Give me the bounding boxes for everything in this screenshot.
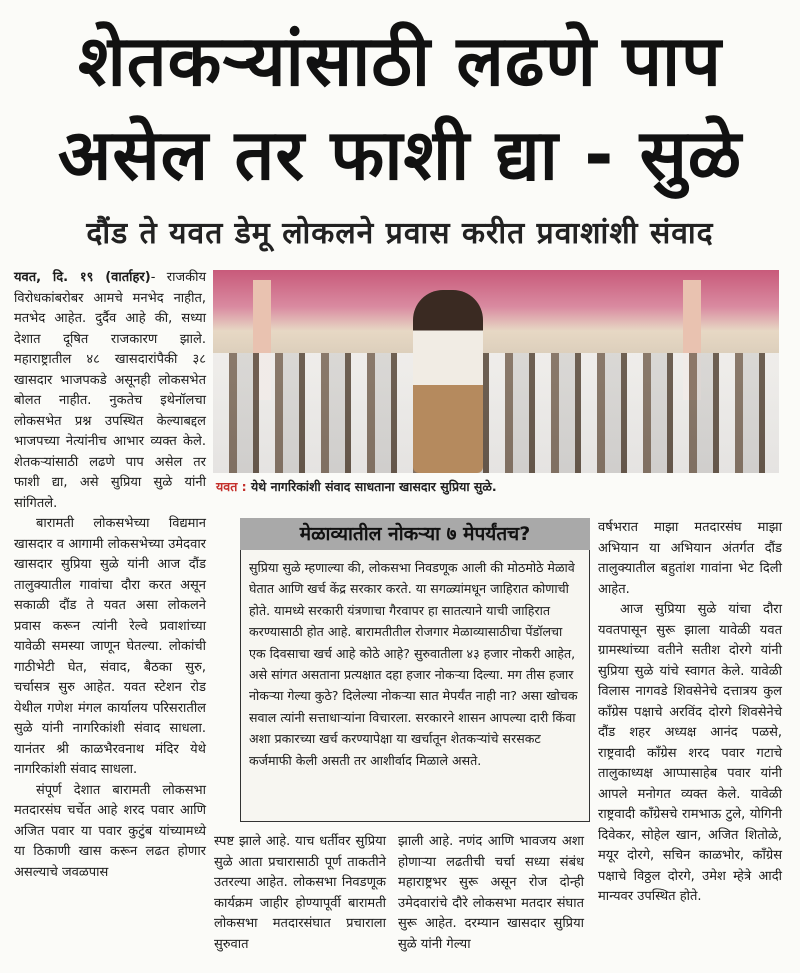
subheading: दौंड ते यवत डेमू लोकलने प्रवास करीत प्रवाशांशी संवाद [86, 216, 714, 251]
headline-line-1: शेतकऱ्यांसाठी लढणे पाप [78, 20, 722, 102]
middle-1-text: स्पष्ट झाले आहे. याच धर्तीवर सुप्रिया सुळे आता प्रचारासाठी पूर्ण ताकतीने उतरल्या आहेत. लोकसभा निवडणूक कार्यक्रम जाहीर होण्यापूर्वी बारामती लोकसभा मतदारसंघात प्रचाराला सुरुवात [214, 834, 386, 952]
box-title: मेळाव्यातील नोकऱ्या ७ मेपर्यंतच? [240, 518, 590, 550]
left-column [14, 268, 206, 883]
middle-column-2 [398, 832, 584, 955]
caption-place: यवत : [216, 479, 247, 494]
middle-2-text: झाली आहे. नणंद आणि भावजय अशा होणार्‍या लढतीची चर्चा सध्या संबंध महाराष्ट्रभर सुरू असून रोज दोन्ही उमेदवारांचे दौरे लोकसभा मतदार संघात सुरू आहेत. दरम्यान खासदार सुप्रिया सुळे यांनी गेल्या [398, 834, 584, 952]
headline-line-2: असेल तर फाशी द्या - सुळे [57, 114, 743, 196]
middle-column-1 [214, 832, 386, 955]
right-paragraph-1: वर्षभरात माझा मतदारसंघ माझा अभियान या अभियान अंतर्गत दौंड तालुक्यातील बहुतांश गावांना भेट दिली आहेत. [598, 520, 782, 597]
sidebar-box [240, 518, 590, 822]
right-column [598, 518, 782, 908]
photo-speaker [413, 290, 483, 473]
dateline: यवत, दि. १९ (वार्ताहर) [14, 270, 151, 285]
left-paragraph-3: संपूर्ण देशात बारामती लोकसभा मतदारसंघ चर्चेत आहे शरद पवार आणि अजित पवार या पवार कुटुंब यांच्यामध्ये या ठिकाणी खास करून लढत होणार असल्याचे जवळपास [14, 782, 206, 880]
left-paragraph-2: बारामती लोकसभेच्या विद्यमान खासदार व आगामी लोकसभेच्या उमेदवार खासदार सुप्रिया सुळे यांनी आज दौंड तालुक्यातील गावांचा दौरा करत असून सकाळी दौंड ते यवत असा लोकलने प्रवास करून त्यांनी रेल्वे प्रवाशांच्या यावेळी समस्या जाणून घेतल्या. लोकांची गाठीभेटी घेत, संवाद, बैठका सुरु, चर्चासत्र सुरु आहेत. यवत स्टेशन रोड येथील गणेश मंगल कार्यालय परिसरातील सुळे यांनी नागरिकांशी संवाद साधला. यानंतर श्री काळभैरवनाथ मंदिर येथे नागरिकांशी संवाद साधला. [14, 516, 206, 777]
photo-caption [216, 478, 776, 495]
photo-crowd [213, 353, 779, 473]
right-paragraph-2: आज सुप्रिया सुळे यांचा दौरा यवतपासून सुरू झाला यावेळी यवत ग्रामस्थांच्या वतीने सतीश दोरगे यांनी सुप्रिया सुळे यांचे स्वागत केले. यावेळी विलास नागवडे शिवसेनेचे दत्तात्रय कुल काँग्रेस पक्षाचे अरविंद दोरगे शिवसेनेचे दौंड शहर अध्यक्ष आनंद पळसे, राष्ट्रवादी काँग्रेस शरद पवार गटाचे तालुकाध्यक्ष आप्पासाहेब पवार यांनी आपले मनोगत व्यक्त केले. यावेळी राष्ट्रवादी काँग्रेसचे रामभाऊ टुले, योगिनी दिवेकर, सोहेल खान, अजित शितोळे, मयूर दोरगे, सचिन काळभोर, काँग्रेस पक्षाचे विठ्ठल दोरगे, उमेश म्हेत्रे आदी मान्यवर उपस्थित होते. [598, 602, 782, 904]
box-text: सुप्रिया सुळे म्हणाल्या की, लोकसभा निवडणूक आली की मोठमोठे मेळावे घेतात आणि खर्च केंद्र सरकार करते. या सगळ्यांमधून जाहिरात कोणाची होते. यामध्ये सरकारी यंत्रणाचा गैरवापर हा सातत्याने याची जाहिरात करण्यासाठी होत आहे. बारामतीतील रोजगार मेळाव्यासाठीचा पेंडॉलचा एक दिवसाचा खर्च आहे कोठे आहे? सुरुवातीला ४३ हजार नोकरी आहेत, असे सांगत असताना प्रत्यक्षात दहा हजार नोकर्‍या दिल्या. मग तीस हजार नोकर्‍या गेल्या कुठे? दिलेल्या नोकर्‍या सात मेपर्यंत नाही ना? असा खोचक सवाल त्यांनी सत्ताधार्‍यांना विचारला. सरकारने शासन आपल्या दारी किंवा अशा प्रकारच्या खर्च करण्यापेक्षा या खर्चातून शेतकऱ्यांचे सरसकट कर्जमाफी केली असती तर आशीर्वाद मिळाले असते. [249, 560, 578, 768]
left-paragraph-1: - राजकीय विरोधकांबरोबर आमचे मनभेद नाहीत, मतभेद आहेत. दुर्दैव आहे की, सध्या देशात दूषित राजकारण झाले. महाराष्ट्रातील ४८ खासदारांपैकी ३८ खासदार भाजपकडे असूनही लोकसभेत बोलत नाहीत. नुकतेच इथेनॉलचा लोकसभेत प्रश्न उपस्थित केल्याबद्दल भाजपच्या नेत्यांनीच आभार व्यक्त केले. शेतकऱ्यांसाठी लढणे पाप असेल तर फाशी द्या, असे सुप्रिया सुळे यांनी सांगितले. [14, 270, 206, 511]
news-photo [213, 270, 779, 473]
caption-text: येथे नागरिकांशी संवाद साधताना खासदार सुप्रिया सुळे. [251, 479, 497, 494]
